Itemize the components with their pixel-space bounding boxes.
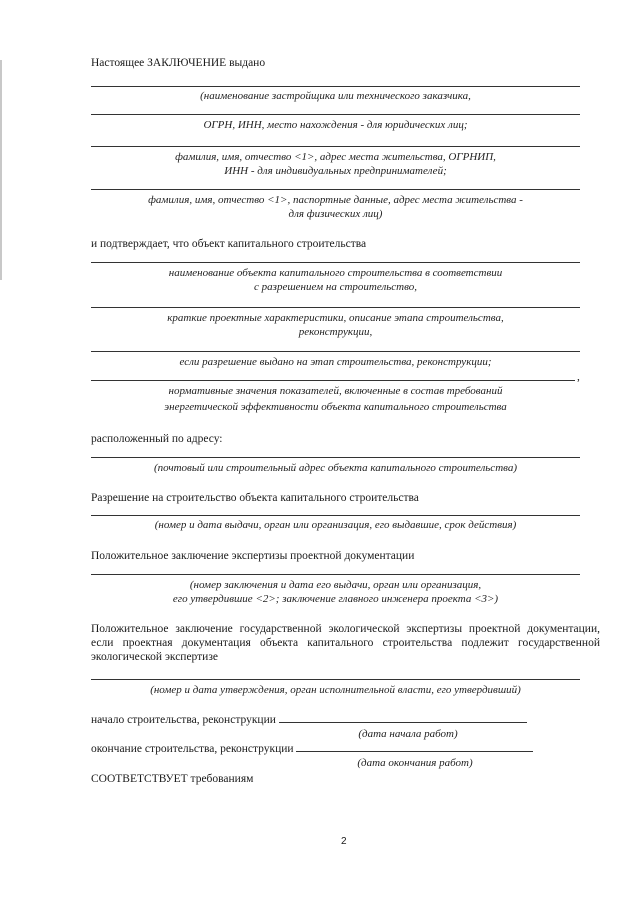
object-line-3 <box>91 351 580 352</box>
page-number: 2 <box>341 836 347 847</box>
end-field <box>91 741 533 756</box>
end-date-line <box>296 741 533 752</box>
intro-text: Настоящее ЗАКЛЮЧЕНИЕ выдано <box>91 57 266 69</box>
applicant-note-2: ОГРН, ИНН, место нахождения - для юридических лиц; <box>203 119 468 131</box>
object-line-1 <box>91 262 580 263</box>
permit-line <box>91 515 580 516</box>
object-note-7: энергетической эффективности объекта капитального строительства <box>164 401 507 413</box>
address-label: расположенный по адресу: <box>91 433 223 445</box>
applicant-note-1: (наименование застройщика или технического заказчика, <box>200 90 471 102</box>
object-note-3: краткие проектные характеристики, описание этапа строительства, <box>167 312 504 324</box>
eco-expertise-text: Положительное заключение государственной экологической экспертизы проектной документации, если проектная документация объекта капитального строительства подлежит государственной экологической экспертизе <box>91 623 600 663</box>
object-line-2 <box>91 307 580 308</box>
conforms-text: СООТВЕТСТВУЕТ требованиям <box>91 773 254 785</box>
object-note-1: наименование объекта капитального строительства в соответствии <box>168 267 503 279</box>
object-note-2: с разрешением на строительство, <box>254 281 417 293</box>
object-line-4 <box>91 380 575 381</box>
expertise-note-1: (номер заключения и дата его выдачи, орган или организация, <box>189 579 482 591</box>
applicant-line-3 <box>91 146 580 147</box>
end-label: окончание строительства, реконструкции <box>91 743 294 755</box>
expertise-line <box>91 574 580 575</box>
start-field <box>91 712 527 727</box>
expertise-note-2: его утвердившие <2>; заключение главного инженера проекта <3>) <box>172 593 499 605</box>
eco-note: (номер и дата утверждения, орган исполнительной власти, его утвердивший) <box>150 684 521 696</box>
eco-line <box>91 679 580 680</box>
start-date-line <box>279 712 527 723</box>
object-note-4: реконструкции, <box>298 326 373 338</box>
applicant-note-5: фамилия, имя, отчество <1>, паспортные данные, адрес места жительства - <box>148 194 523 206</box>
applicant-line-4 <box>91 189 580 190</box>
object-note-6: нормативные значения показателей, включенные в состав требований <box>168 385 503 397</box>
applicant-note-3: фамилия, имя, отчество <1>, адрес места жительства, ОГРНИП, <box>175 151 496 163</box>
permit-note: (номер и дата выдачи, орган или организация, его выдавшие, срок действия) <box>154 519 517 531</box>
start-label: начало строительства, реконструкции <box>91 714 276 726</box>
object-note-5: если разрешение выдано на этап строительства, реконструкции; <box>179 356 492 368</box>
applicant-note-6: для физических лиц) <box>288 208 383 220</box>
expertise-label: Положительное заключение экспертизы проектной документации <box>91 550 415 562</box>
permit-label: Разрешение на строительство объекта капитального строительства <box>91 492 419 504</box>
object-line-comma: , <box>577 371 580 383</box>
address-note: (почтовый или строительный адрес объекта капитального строительства) <box>153 462 518 474</box>
applicant-note-4: ИНН - для индивидуальных предпринимателей; <box>224 165 447 177</box>
applicant-line-2 <box>91 114 580 115</box>
applicant-line <box>91 86 580 87</box>
start-note: (дата начала работ) <box>358 728 458 740</box>
scan-edge-shadow <box>0 60 2 280</box>
confirms-text: и подтверждает, что объект капитального строительства <box>91 238 367 250</box>
address-line <box>91 457 580 458</box>
end-note: (дата окончания работ) <box>357 757 473 769</box>
